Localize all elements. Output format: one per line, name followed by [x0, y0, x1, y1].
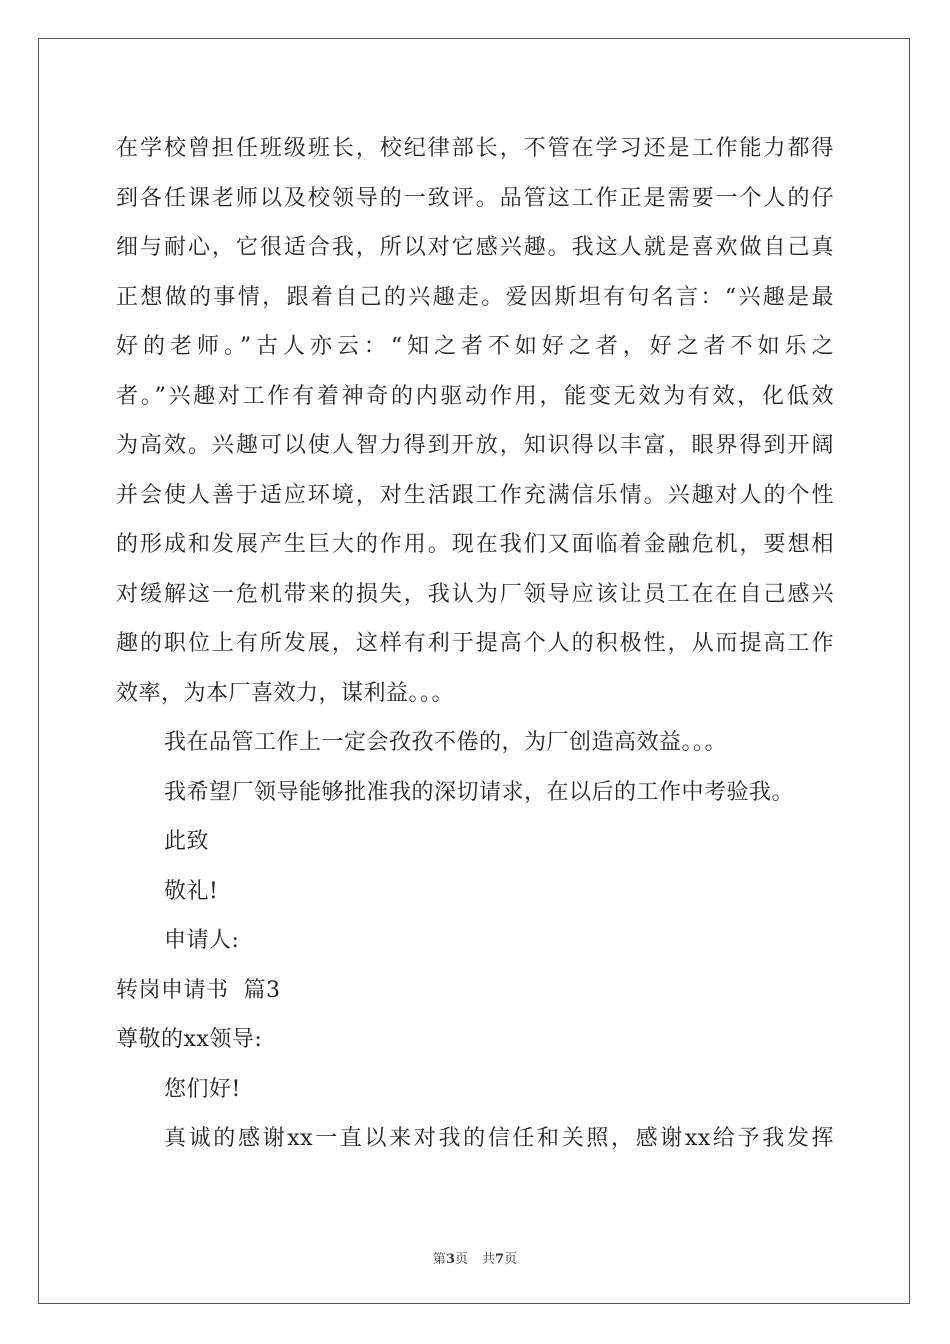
page-suffix: 页	[454, 1252, 468, 1267]
paragraph-line: 并会使人善于适应环境，对生活跟工作充满信乐情。兴趣对人的个性	[116, 482, 834, 508]
paragraph-line: 效率，为本厂喜效力，谋利益。。。	[116, 680, 455, 706]
salutation: 尊敬的xx领导:	[116, 1027, 263, 1052]
paragraph-line: 趣的职位上有所发展，这样有利于提高个人的积极性，从而提高工作	[116, 631, 834, 656]
section-title: 转岗申请书 篇3	[116, 977, 281, 1003]
paragraph-line: 为高效。兴趣可以使人智力得到开放，知识得以丰富，眼界得到开阔	[116, 433, 834, 458]
paragraph-line: 正想做的事情，跟着自己的兴趣走。爱因斯坦有句名言：“兴趣是最	[116, 284, 834, 310]
page-prefix: 第	[432, 1252, 446, 1267]
paragraph-line: 对缓解这一危机带来的损失，我认为厂领导应该让员工在在自己感兴	[116, 581, 834, 607]
paragraph-line: 者。”兴趣对工作有着神奇的内驱动作用，能变无效为有效，化低效	[116, 383, 834, 409]
paragraph-line: 到各任课老师以及校领导的一致评。品管这工作正是需要一个人的仔	[116, 185, 834, 211]
total-pages-number: 7	[495, 1252, 505, 1267]
hope-paragraph: 我希望厂领导能够批准我的深切请求，在以后的工作中考验我。	[164, 779, 795, 805]
paragraph-line: 细与耐心，它很适合我，所以对它感兴趣。我这人就是喜欢做自己真	[116, 235, 834, 260]
paragraph-line: 好的老师。”古人亦云：“知之者不如好之者，好之者不如乐之	[116, 334, 834, 359]
commitment-paragraph: 我在品管工作上一定会孜孜不倦的，为厂创造高效益。。。	[164, 730, 728, 755]
closing-jing-li: 敬礼!	[164, 878, 219, 904]
current-page-number: 3	[445, 1252, 455, 1267]
greeting: 您们好!	[164, 1076, 241, 1102]
page-footer	[0, 1248, 950, 1267]
total-prefix: 共	[482, 1252, 496, 1267]
paragraph-line: 的形成和发展产生巨大的作用。现在我们又面临着金融危机，要想相	[116, 532, 834, 557]
document-body	[116, 124, 834, 1164]
paragraph-line: 在学校曾担任班级班长，校纪律部长，不管在学习还是工作能力都得	[116, 136, 834, 161]
closing-ci-zhi: 此致	[164, 829, 210, 854]
total-suffix: 页	[504, 1252, 518, 1267]
applicant-label: 申请人:	[164, 928, 240, 953]
opening-paragraph-line: 真诚的感谢xx一直以来对我的信任和关照，感谢xx给予我发挥	[164, 1126, 834, 1151]
